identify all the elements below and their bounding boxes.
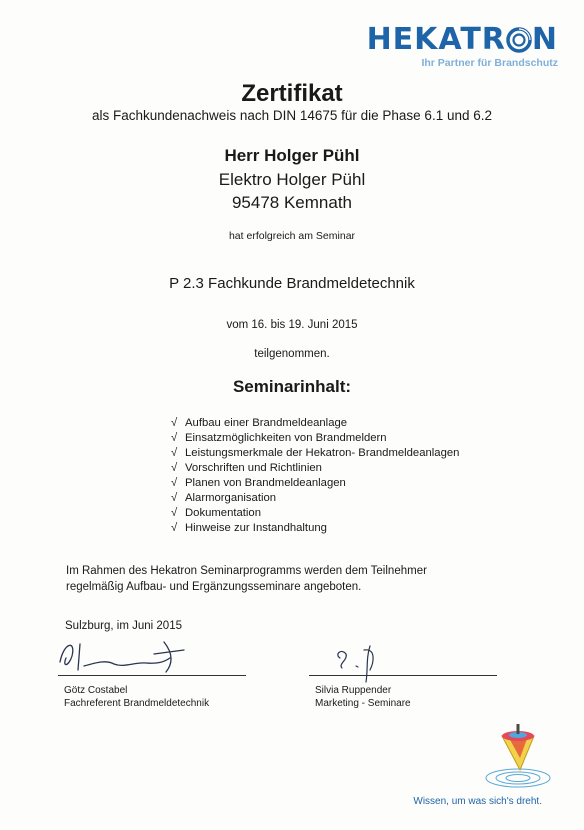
topic-label: Leistungsmerkmale der Hekatron- Brandmeldeanlagen (185, 447, 460, 459)
right-signature-line (309, 675, 497, 676)
topic-label: Aufbau einer Brandmeldeanlage (185, 417, 348, 429)
seminar-content-heading: Seminarinhalt: (232, 377, 352, 396)
attended-text: teilgenommen. (254, 348, 330, 360)
closing-paragraph (66, 563, 546, 595)
success-text: hat erfolgreich am Seminar (228, 230, 356, 242)
logo-ring-icon (506, 27, 532, 53)
list-item (171, 461, 459, 476)
signatory-name: Silvia Ruppender (315, 685, 392, 696)
check-mark-icon: √ (171, 417, 178, 429)
left-signature-line (58, 675, 246, 676)
closing-line: Im Rahmen des Hekatron Seminarprogramms werden dem Teilnehmer (66, 565, 427, 577)
check-mark-icon: √ (171, 507, 178, 519)
logo-word-prefix: HEKATR (366, 22, 506, 57)
check-mark-icon: √ (171, 462, 178, 474)
topic-label: Dokumentation (185, 507, 261, 519)
signatory-role: Fachreferent Brandmeldetechnik (64, 698, 210, 709)
recipient-city: 95478 Kemnath (231, 193, 353, 212)
seminar-name: P 2.3 Fachkunde Brandmeldetechnik (169, 275, 415, 292)
logo-tagline: Ihr Partner für Brandschutz (421, 57, 558, 69)
hekatron-logo (367, 24, 558, 69)
check-mark-icon: √ (171, 432, 178, 444)
place-date: Sulzburg, im Juni 2015 (65, 620, 182, 632)
left-signature-image (54, 632, 204, 676)
list-item (171, 431, 459, 446)
check-mark-icon: √ (171, 492, 178, 504)
certificate-title: Zertifikat (241, 80, 343, 107)
list-item (171, 476, 459, 491)
topic-label: Einsatzmöglichkeiten von Brandmeldern (185, 432, 387, 444)
list-item (171, 506, 459, 521)
signatory-name: Götz Costabel (64, 685, 128, 696)
right-signatory (315, 684, 411, 710)
seminar-date: vom 16. bis 19. Juni 2015 (226, 319, 358, 331)
spinning-top-icon (480, 722, 555, 794)
check-mark-icon: √ (171, 447, 178, 459)
topic-label: Hinweise zur Instandhaltung (185, 522, 327, 534)
certificate-subtitle: als Fachkundenachweis nach DIN 14675 für die Phase 6.1 und 6.2 (91, 108, 492, 123)
logo-wordmark (367, 24, 558, 56)
topic-label: Vorschriften und Richtlinien (185, 462, 322, 474)
left-signatory (64, 684, 209, 710)
topic-label: Alarmorganisation (185, 492, 277, 504)
check-mark-icon: √ (171, 522, 178, 534)
logo-word-suffix: N (531, 22, 558, 57)
list-item (171, 446, 459, 461)
check-mark-icon: √ (171, 477, 178, 489)
recipient-name: Herr Holger Pühl (224, 146, 360, 165)
closing-line: regelmäßig Aufbau- und Ergänzungsseminare angeboten. (66, 581, 362, 593)
signatory-role: Marketing - Seminare (315, 698, 411, 709)
list-item (171, 416, 459, 431)
list-item (171, 491, 459, 506)
topic-list (171, 416, 459, 536)
list-item (171, 521, 459, 536)
footer-slogan: Wissen, um was sich's dreht. (413, 796, 542, 807)
recipient-company: Elektro Holger Pühl (218, 170, 366, 189)
right-signature-image (330, 640, 410, 684)
topic-label: Planen von Brandmeldeanlagen (185, 477, 346, 489)
